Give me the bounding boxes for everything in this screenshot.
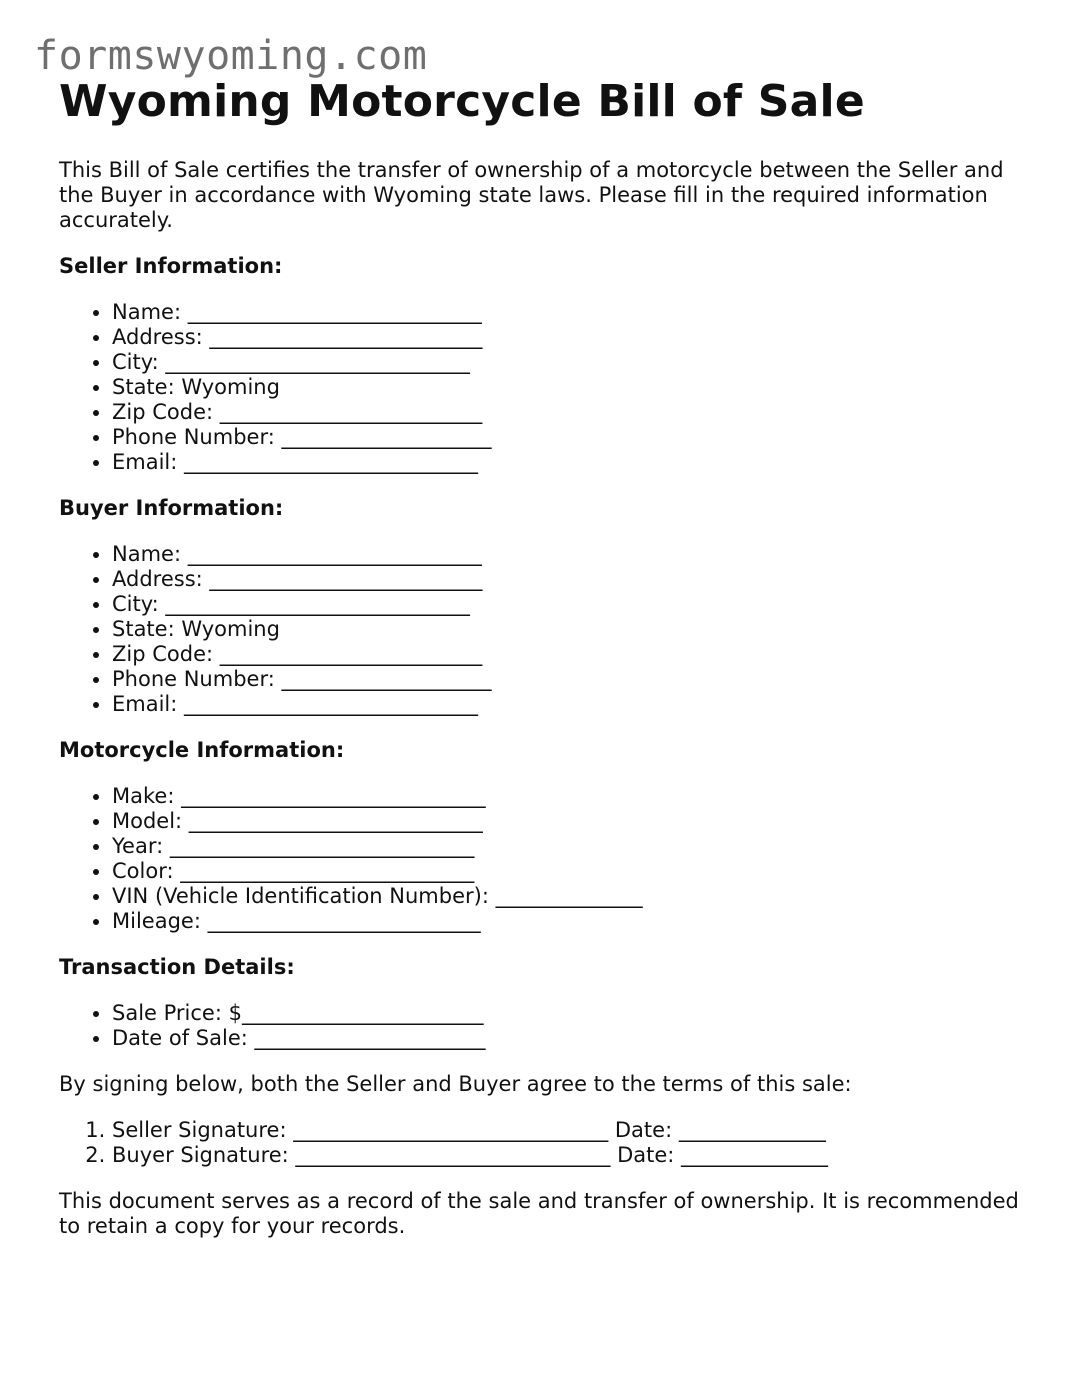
buyer-field-list	[59, 542, 1029, 717]
seller-city-field: • City: _____________________________	[112, 350, 1029, 375]
motorcycle-color-field: • Color: ____________________________	[112, 859, 1029, 884]
seller-field-list	[59, 300, 1029, 475]
sale-price-field: • Sale Price: $_______________________	[112, 1001, 1029, 1026]
buyer-city-field: • City: _____________________________	[112, 592, 1029, 617]
motorcycle-field-list	[59, 784, 1029, 934]
buyer-heading: Buyer Information:	[59, 496, 284, 520]
intro-paragraph: This Bill of Sale certifies the transfer of ownership of a motorcycle between the Seller and the Buyer in accordance with Wyoming state laws. Please fill in the required information accurately.	[59, 158, 1004, 232]
sale-date-field: • Date of Sale: ______________________	[112, 1026, 1029, 1051]
agreement-statement: By signing below, both the Seller and Buyer agree to the terms of this sale:	[59, 1072, 852, 1096]
seller-signature-line: 1. Seller Signature: ______________________________ Date: ______________	[112, 1118, 1029, 1143]
buyer-name-field: • Name: ____________________________	[112, 542, 1029, 567]
buyer-email-field: • Email: ____________________________	[112, 692, 1029, 717]
motorcycle-model-field: • Model: ____________________________	[112, 809, 1029, 834]
motorcycle-vin-field: • VIN (Vehicle Identification Number): ______________	[112, 884, 1029, 909]
page-title: Wyoming Motorcycle Bill of Sale	[59, 76, 865, 127]
buyer-signature-line: 2. Buyer Signature: ______________________________ Date: ______________	[112, 1143, 1029, 1168]
buyer-state-field: • State: Wyoming	[112, 617, 1029, 642]
buyer-zip-field: • Zip Code: _________________________	[112, 642, 1029, 667]
seller-zip-field: • Zip Code: _________________________	[112, 400, 1029, 425]
closing-paragraph: This document serves as a record of the sale and transfer of ownership. It is recommended to retain a copy for your records.	[59, 1189, 1019, 1238]
motorcycle-heading: Motorcycle Information:	[59, 738, 345, 762]
buyer-address-field: • Address: __________________________	[112, 567, 1029, 592]
seller-name-field: • Name: ____________________________	[112, 300, 1029, 325]
seller-email-field: • Email: ____________________________	[112, 450, 1029, 475]
seller-state-field: • State: Wyoming	[112, 375, 1029, 400]
seller-phone-field: • Phone Number: ____________________	[112, 425, 1029, 450]
buyer-phone-field: • Phone Number: ____________________	[112, 667, 1029, 692]
motorcycle-year-field: • Year: _____________________________	[112, 834, 1029, 859]
transaction-field-list	[59, 1001, 1029, 1051]
bill-of-sale-document	[59, 78, 1029, 1239]
site-watermark: formswyoming.com	[34, 33, 428, 79]
motorcycle-make-field: • Make: _____________________________	[112, 784, 1029, 809]
seller-address-field: • Address: __________________________	[112, 325, 1029, 350]
seller-heading: Seller Information:	[59, 254, 283, 278]
transaction-heading: Transaction Details:	[59, 955, 295, 979]
signature-list	[59, 1118, 1029, 1168]
motorcycle-mileage-field: • Mileage: __________________________	[112, 909, 1029, 934]
